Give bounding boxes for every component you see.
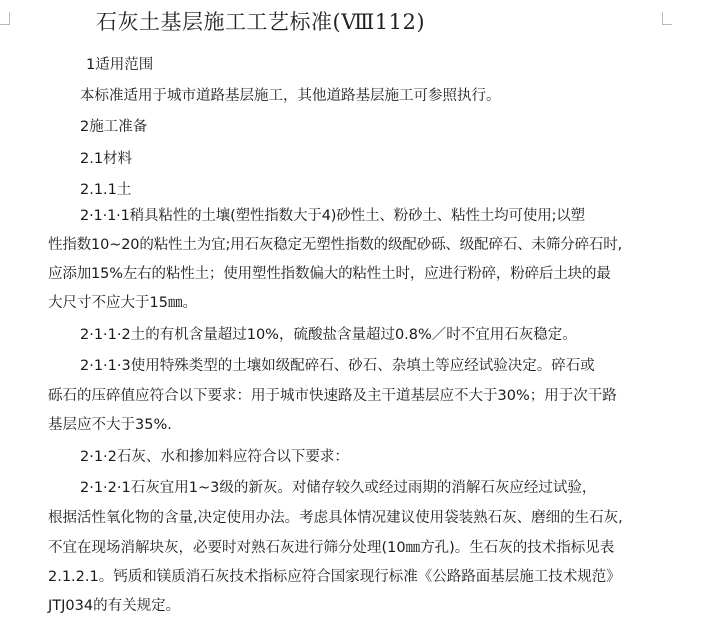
text-line: 应添加15%左右的粘性土；使用塑性指数偏大的粘性土时，应进行粉碎，粉碎后土块的最	[48, 266, 611, 282]
text-line: 2·1·1·1稍具粘性的土壤(塑性指数大于4)砂性土、粉砂土、粘性土均可使用;以塑	[80, 208, 586, 224]
text-line: 基层应不大于35%.	[48, 417, 172, 433]
document-title: 石灰土基层施工工艺标准(Ⅷ112)	[96, 10, 426, 34]
subsection-heading-soil: 2.1.1土	[80, 182, 132, 198]
subsection-heading-materials: 2.1材料	[80, 151, 133, 167]
margin-corner-mark-right	[662, 12, 672, 25]
text-line: 大尺寸不应大于15㎜。	[48, 295, 197, 311]
paragraph-scope: 本标准适用于城市道路基层施工，其他道路基层施工可参照执行。	[80, 88, 501, 104]
section-heading-preparation: 2施工准备	[80, 119, 148, 135]
text-line: 不宜在现场消解块灰，必要时对熟石灰进行筛分处理(10㎜方孔)。生石灰的技术指标见表	[48, 540, 615, 556]
text-line: 砾石的压碎值应符合以下要求：用于城市快速路及主干道基层应不大于30%；用于次干路	[48, 388, 617, 404]
text-line: JTJ034的有关规定。	[48, 598, 181, 614]
section-heading-scope: 1适用范围	[86, 57, 154, 73]
text-line: 2·1·2·1石灰宜用1~3级的新灰。对储存较久或经过雨期的消解石灰应经过试验，	[80, 480, 597, 496]
text-line: 2·1·2石灰、水和掺加料应符合以下要求：	[80, 449, 349, 465]
text-line: 2.1.2.1。钙质和镁质消石灰技术指标应符合国家现行标准《公路路面基层施工技术规范》	[48, 569, 621, 585]
text-line: 2·1·1·2土的有机含量超过10%，硫酸盐含量超过0.8%／时不宜用石灰稳定。	[80, 327, 577, 343]
margin-corner-mark-left	[0, 12, 10, 25]
text-line: 2·1·1·3使用特殊类型的土壤如级配碎石、砂石、杂填土等应经试验决定。碎石或	[80, 358, 595, 374]
text-line: 性指数10~20的粘性土为宜;用石灰稳定无塑性指数的级配砂砾、级配碎石、未筛分碎石时,	[48, 237, 623, 253]
text-line: 根据活性氧化物的含量,决定使用办法。考虑具体情况建议使用袋装熟石灰、磨细的生石灰,	[48, 510, 623, 526]
